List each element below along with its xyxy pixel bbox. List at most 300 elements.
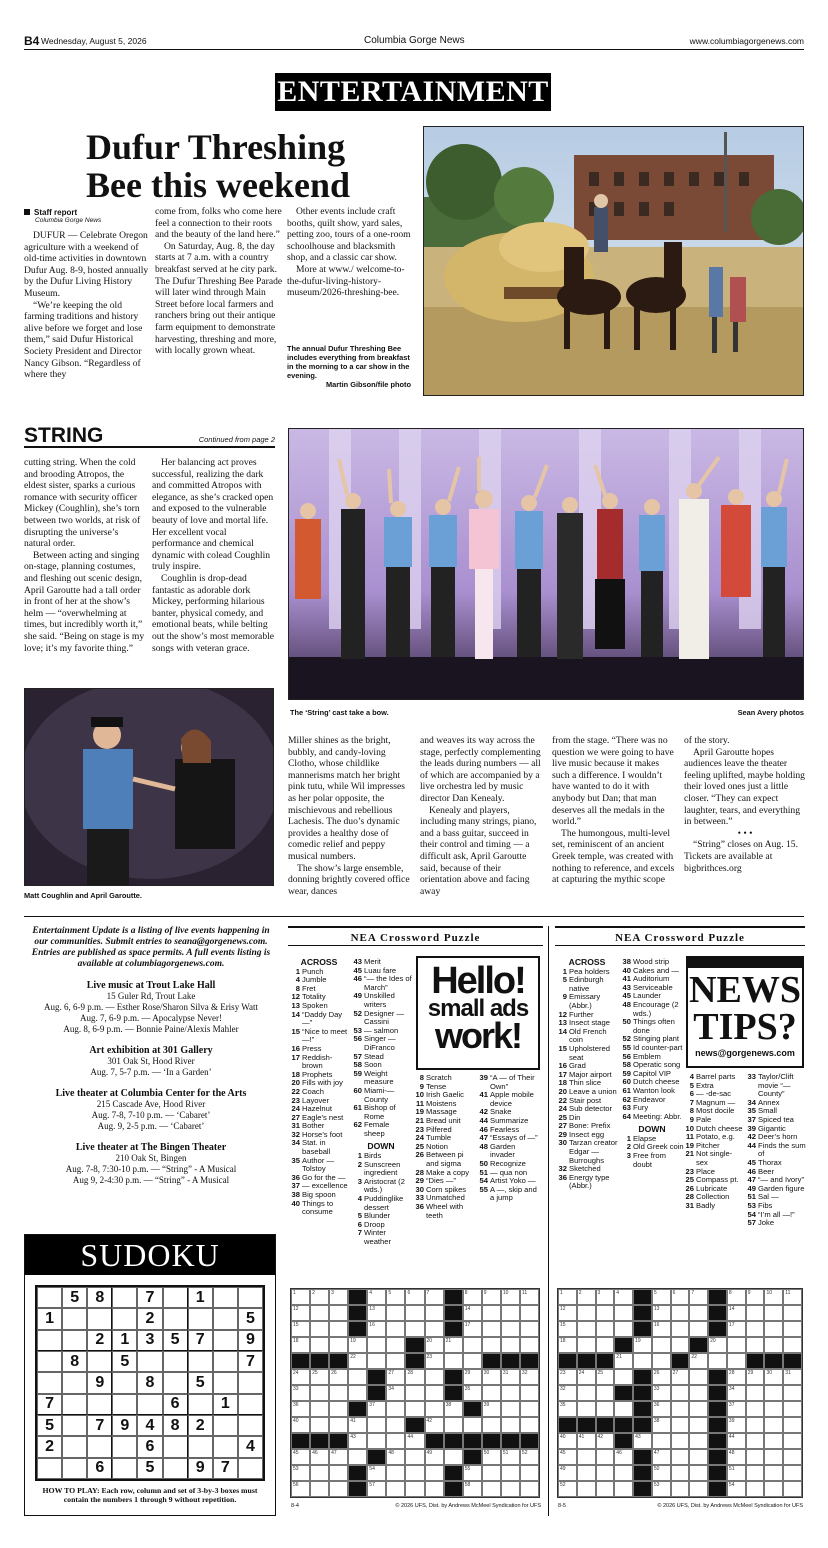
crossword-cell[interactable] <box>577 1481 596 1497</box>
crossword-cell[interactable] <box>501 1433 520 1449</box>
crossword-cell[interactable]: 8 <box>463 1289 482 1305</box>
crossword-cell[interactable] <box>367 1337 386 1353</box>
crossword-cell[interactable]: 43 <box>633 1433 652 1449</box>
crossword-cell[interactable] <box>329 1305 348 1321</box>
crossword-cell[interactable]: 46 <box>614 1449 633 1465</box>
crossword-cell[interactable] <box>764 1321 783 1337</box>
crossword-cell[interactable]: 12 <box>291 1305 310 1321</box>
crossword-cell[interactable] <box>463 1433 482 1449</box>
crossword-cell[interactable]: 42 <box>425 1417 444 1433</box>
crossword-cell[interactable] <box>444 1433 463 1449</box>
crossword-cell[interactable] <box>348 1385 367 1401</box>
crossword-cell[interactable] <box>727 1353 746 1369</box>
crossword-cell[interactable]: 3 <box>596 1289 615 1305</box>
crossword-cell[interactable] <box>746 1321 765 1337</box>
crossword-cell[interactable] <box>405 1401 424 1417</box>
crossword-cell[interactable] <box>764 1353 783 1369</box>
crossword-cell[interactable] <box>708 1417 727 1433</box>
crossword-cell[interactable]: 53 <box>291 1465 310 1481</box>
crossword-cell[interactable] <box>577 1465 596 1481</box>
crossword-cell[interactable] <box>764 1385 783 1401</box>
crossword-cell[interactable] <box>425 1305 444 1321</box>
crossword-cell[interactable] <box>596 1401 615 1417</box>
crossword-cell[interactable] <box>577 1449 596 1465</box>
crossword-cell[interactable] <box>425 1481 444 1497</box>
crossword-cell[interactable]: 41 <box>348 1417 367 1433</box>
crossword-cell[interactable] <box>310 1337 329 1353</box>
crossword-cell[interactable]: 22 <box>348 1353 367 1369</box>
crossword-cell[interactable] <box>310 1401 329 1417</box>
crossword-cell[interactable] <box>367 1385 386 1401</box>
crossword-cell[interactable] <box>708 1305 727 1321</box>
crossword-cell[interactable] <box>310 1417 329 1433</box>
crossword-cell[interactable]: 42 <box>596 1433 615 1449</box>
crossword-cell[interactable] <box>482 1433 501 1449</box>
crossword-cell[interactable] <box>520 1337 539 1353</box>
crossword-cell[interactable] <box>367 1433 386 1449</box>
crossword-cell[interactable] <box>501 1337 520 1353</box>
crossword-cell[interactable]: 21 <box>614 1353 633 1369</box>
crossword-cell[interactable] <box>520 1401 539 1417</box>
crossword-cell[interactable]: 44 <box>405 1433 424 1449</box>
crossword-cell[interactable]: 8 <box>727 1289 746 1305</box>
crossword-cell[interactable] <box>746 1337 765 1353</box>
crossword-cell[interactable] <box>633 1481 652 1497</box>
crossword-cell[interactable]: 18 <box>558 1337 577 1353</box>
crossword-cell[interactable] <box>746 1417 765 1433</box>
crossword-cell[interactable] <box>652 1353 671 1369</box>
crossword-cell[interactable] <box>746 1305 765 1321</box>
crossword-cell[interactable] <box>386 1465 405 1481</box>
crossword-cell[interactable] <box>596 1465 615 1481</box>
crossword-cell[interactable]: 25 <box>310 1369 329 1385</box>
crossword-cell[interactable]: 25 <box>596 1369 615 1385</box>
crossword-cell[interactable]: 23 <box>425 1353 444 1369</box>
crossword-cell[interactable] <box>783 1481 802 1497</box>
crossword-cell[interactable] <box>501 1385 520 1401</box>
crossword-cell[interactable] <box>367 1417 386 1433</box>
crossword-cell[interactable] <box>689 1433 708 1449</box>
crossword-cell[interactable] <box>577 1401 596 1417</box>
crossword-cell[interactable] <box>348 1305 367 1321</box>
crossword-cell[interactable] <box>708 1289 727 1305</box>
crossword-cell[interactable] <box>708 1481 727 1497</box>
crossword-cell[interactable] <box>708 1321 727 1337</box>
crossword-cell[interactable] <box>671 1481 690 1497</box>
crossword-cell[interactable] <box>708 1385 727 1401</box>
crossword-cell[interactable]: 7 <box>425 1289 444 1305</box>
crossword-cell[interactable] <box>746 1401 765 1417</box>
crossword-cell[interactable]: 33 <box>652 1385 671 1401</box>
crossword-cell[interactable] <box>367 1353 386 1369</box>
crossword-cell[interactable]: 43 <box>348 1433 367 1449</box>
crossword-cell[interactable] <box>671 1321 690 1337</box>
crossword-cell[interactable] <box>386 1353 405 1369</box>
crossword-cell[interactable] <box>386 1305 405 1321</box>
crossword-cell[interactable] <box>596 1305 615 1321</box>
crossword-cell[interactable]: 54 <box>367 1465 386 1481</box>
crossword-cell[interactable] <box>689 1401 708 1417</box>
crossword-cell[interactable] <box>783 1417 802 1433</box>
crossword-cell[interactable] <box>310 1433 329 1449</box>
crossword-cell[interactable]: 30 <box>482 1369 501 1385</box>
crossword-cell[interactable] <box>329 1465 348 1481</box>
crossword-cell[interactable] <box>482 1385 501 1401</box>
crossword-cell[interactable]: 26 <box>652 1369 671 1385</box>
crossword-cell[interactable] <box>689 1321 708 1337</box>
crossword-cell[interactable] <box>501 1401 520 1417</box>
crossword-cell[interactable]: 1 <box>291 1289 310 1305</box>
crossword-cell[interactable] <box>783 1305 802 1321</box>
crossword-cell[interactable]: 28 <box>727 1369 746 1385</box>
crossword-cell[interactable] <box>386 1321 405 1337</box>
crossword-cell[interactable]: 31 <box>783 1369 802 1385</box>
crossword-cell[interactable] <box>520 1353 539 1369</box>
crossword-cell[interactable] <box>596 1385 615 1401</box>
crossword-cell[interactable] <box>596 1353 615 1369</box>
crossword-cell[interactable] <box>689 1417 708 1433</box>
crossword-cell[interactable]: 56 <box>291 1481 310 1497</box>
crossword-cell[interactable] <box>596 1449 615 1465</box>
crossword-cell[interactable] <box>633 1369 652 1385</box>
crossword-cell[interactable]: 47 <box>652 1449 671 1465</box>
crossword-cell[interactable] <box>348 1401 367 1417</box>
crossword-cell[interactable] <box>746 1353 765 1369</box>
crossword-cell[interactable]: 32 <box>558 1385 577 1401</box>
crossword-cell[interactable] <box>764 1401 783 1417</box>
crossword-cell[interactable] <box>614 1369 633 1385</box>
crossword-cell[interactable] <box>577 1337 596 1353</box>
crossword-cell[interactable] <box>463 1449 482 1465</box>
crossword-cell[interactable] <box>501 1481 520 1497</box>
crossword-cell[interactable] <box>348 1465 367 1481</box>
crossword-cell[interactable] <box>348 1289 367 1305</box>
crossword-cell[interactable] <box>671 1337 690 1353</box>
crossword-cell[interactable]: 55 <box>463 1465 482 1481</box>
crossword-cell[interactable] <box>596 1337 615 1353</box>
crossword-cell[interactable] <box>689 1369 708 1385</box>
crossword-cell[interactable] <box>708 1369 727 1385</box>
crossword-cell[interactable]: 31 <box>501 1369 520 1385</box>
crossword-cell[interactable] <box>444 1305 463 1321</box>
crossword-cell[interactable]: 20 <box>425 1337 444 1353</box>
crossword-cell[interactable]: 57 <box>367 1481 386 1497</box>
crossword-cell[interactable]: 51 <box>501 1449 520 1465</box>
crossword-cell[interactable] <box>689 1481 708 1497</box>
crossword-cell[interactable] <box>764 1417 783 1433</box>
crossword-cell[interactable] <box>329 1401 348 1417</box>
crossword-cell[interactable] <box>596 1321 615 1337</box>
crossword-cell[interactable]: 41 <box>577 1433 596 1449</box>
crossword-cell[interactable] <box>520 1417 539 1433</box>
crossword-cell[interactable] <box>405 1305 424 1321</box>
crossword-cell[interactable]: 24 <box>291 1369 310 1385</box>
crossword-cell[interactable]: 19 <box>348 1337 367 1353</box>
crossword-cell[interactable] <box>444 1353 463 1369</box>
crossword-cell[interactable] <box>463 1353 482 1369</box>
crossword-cell[interactable] <box>577 1353 596 1369</box>
crossword-cell[interactable]: 27 <box>386 1369 405 1385</box>
crossword-cell[interactable] <box>348 1321 367 1337</box>
crossword-cell[interactable]: 39 <box>727 1417 746 1433</box>
crossword-cell[interactable] <box>633 1321 652 1337</box>
crossword-cell[interactable] <box>310 1385 329 1401</box>
crossword-cell[interactable] <box>405 1465 424 1481</box>
crossword-cell[interactable] <box>633 1385 652 1401</box>
crossword-cell[interactable] <box>520 1433 539 1449</box>
crossword-cell[interactable]: 7 <box>689 1289 708 1305</box>
crossword-cell[interactable] <box>558 1353 577 1369</box>
crossword-cell[interactable] <box>425 1321 444 1337</box>
crossword-cell[interactable] <box>764 1305 783 1321</box>
crossword-cell[interactable] <box>671 1305 690 1321</box>
crossword-cell[interactable]: 11 <box>783 1289 802 1305</box>
crossword-cell[interactable] <box>783 1385 802 1401</box>
crossword-cell[interactable] <box>520 1305 539 1321</box>
crossword-cell[interactable]: 38 <box>444 1401 463 1417</box>
crossword-cell[interactable]: 34 <box>727 1385 746 1401</box>
crossword-cell[interactable] <box>386 1481 405 1497</box>
crossword-cell[interactable]: 40 <box>558 1433 577 1449</box>
crossword-cell[interactable]: 3 <box>329 1289 348 1305</box>
crossword-cell[interactable] <box>310 1481 329 1497</box>
crossword-cell[interactable] <box>689 1449 708 1465</box>
crossword-cell[interactable] <box>614 1337 633 1353</box>
crossword-cell[interactable]: 15 <box>558 1321 577 1337</box>
crossword-cell[interactable] <box>501 1353 520 1369</box>
crossword-cell[interactable] <box>482 1465 501 1481</box>
crossword-cell[interactable] <box>671 1417 690 1433</box>
crossword-cell[interactable] <box>348 1449 367 1465</box>
crossword-cell[interactable]: 16 <box>652 1321 671 1337</box>
crossword-cell[interactable] <box>614 1385 633 1401</box>
crossword-cell[interactable]: 44 <box>727 1433 746 1449</box>
crossword-cell[interactable]: 15 <box>291 1321 310 1337</box>
crossword-cell[interactable]: 19 <box>633 1337 652 1353</box>
crossword-cell[interactable] <box>482 1321 501 1337</box>
crossword-cell[interactable] <box>482 1337 501 1353</box>
crossword-cell[interactable] <box>708 1353 727 1369</box>
crossword-cell[interactable]: 46 <box>310 1449 329 1465</box>
crossword-cell[interactable]: 40 <box>291 1417 310 1433</box>
crossword-cell[interactable] <box>444 1289 463 1305</box>
crossword-cell[interactable]: 5 <box>386 1289 405 1305</box>
crossword-cell[interactable]: 32 <box>520 1369 539 1385</box>
crossword-cell[interactable] <box>783 1449 802 1465</box>
crossword-cell[interactable]: 35 <box>463 1385 482 1401</box>
crossword-cell[interactable]: 17 <box>463 1321 482 1337</box>
crossword-cell[interactable] <box>614 1417 633 1433</box>
crossword-cell[interactable]: 16 <box>367 1321 386 1337</box>
crossword-cell[interactable] <box>652 1337 671 1353</box>
crossword-cell[interactable] <box>633 1449 652 1465</box>
crossword-cell[interactable]: 9 <box>746 1289 765 1305</box>
crossword-cell[interactable]: 49 <box>558 1465 577 1481</box>
crossword-cell[interactable] <box>329 1481 348 1497</box>
crossword-cell[interactable]: 9 <box>482 1289 501 1305</box>
crossword-cell[interactable] <box>671 1465 690 1481</box>
crossword-cell[interactable] <box>444 1465 463 1481</box>
crossword-cell[interactable] <box>444 1449 463 1465</box>
crossword-cell[interactable]: 18 <box>291 1337 310 1353</box>
crossword-cell[interactable]: 2 <box>577 1289 596 1305</box>
crossword-cell[interactable]: 14 <box>463 1305 482 1321</box>
crossword-cell[interactable] <box>444 1385 463 1401</box>
crossword-cell[interactable] <box>671 1401 690 1417</box>
crossword-cell[interactable] <box>329 1433 348 1449</box>
crossword-cell[interactable]: 12 <box>558 1305 577 1321</box>
crossword-cell[interactable] <box>764 1449 783 1465</box>
crossword-cell[interactable] <box>577 1305 596 1321</box>
crossword-cell[interactable] <box>329 1337 348 1353</box>
crossword-cell[interactable]: 1 <box>558 1289 577 1305</box>
crossword-cell[interactable] <box>463 1417 482 1433</box>
crossword-cell[interactable] <box>482 1417 501 1433</box>
crossword-cell[interactable]: 22 <box>689 1353 708 1369</box>
crossword-cell[interactable] <box>405 1337 424 1353</box>
crossword-cell[interactable]: 23 <box>558 1369 577 1385</box>
crossword-cell[interactable] <box>671 1433 690 1449</box>
crossword-cell[interactable] <box>367 1449 386 1465</box>
crossword-cell[interactable] <box>501 1465 520 1481</box>
crossword-cell[interactable]: 52 <box>520 1449 539 1465</box>
crossword-cell[interactable] <box>386 1417 405 1433</box>
crossword-cell[interactable] <box>689 1465 708 1481</box>
crossword-cell[interactable] <box>746 1433 765 1449</box>
crossword-cell[interactable] <box>291 1353 310 1369</box>
crossword-cell[interactable]: 6 <box>405 1289 424 1305</box>
crossword-cell[interactable]: 50 <box>482 1449 501 1465</box>
crossword-cell[interactable] <box>367 1369 386 1385</box>
crossword-cell[interactable] <box>405 1385 424 1401</box>
crossword-cell[interactable]: 48 <box>727 1449 746 1465</box>
crossword-cell[interactable]: 11 <box>520 1289 539 1305</box>
crossword-cell[interactable] <box>614 1433 633 1449</box>
crossword-cell[interactable] <box>520 1321 539 1337</box>
crossword-cell[interactable] <box>614 1401 633 1417</box>
crossword-cell[interactable] <box>405 1481 424 1497</box>
crossword-cell[interactable]: 37 <box>367 1401 386 1417</box>
crossword-cell[interactable] <box>501 1417 520 1433</box>
crossword-cell[interactable] <box>764 1481 783 1497</box>
crossword-cell[interactable]: 58 <box>463 1481 482 1497</box>
crossword-cell[interactable] <box>520 1481 539 1497</box>
crossword-cell[interactable]: 33 <box>291 1385 310 1401</box>
crossword-cell[interactable]: 13 <box>367 1305 386 1321</box>
crossword-cell[interactable]: 54 <box>727 1481 746 1497</box>
crossword-cell[interactable] <box>764 1465 783 1481</box>
crossword-cell[interactable] <box>310 1305 329 1321</box>
crossword-cell[interactable]: 14 <box>727 1305 746 1321</box>
crossword-cell[interactable] <box>746 1465 765 1481</box>
crossword-cell[interactable] <box>614 1305 633 1321</box>
crossword-cell[interactable] <box>783 1321 802 1337</box>
crossword-cell[interactable] <box>746 1385 765 1401</box>
crossword-cell[interactable]: 5 <box>652 1289 671 1305</box>
crossword-cell[interactable]: 10 <box>501 1289 520 1305</box>
crossword-cell[interactable] <box>633 1289 652 1305</box>
crossword-cell[interactable] <box>348 1481 367 1497</box>
crossword-cell[interactable] <box>708 1401 727 1417</box>
crossword-cell[interactable] <box>783 1433 802 1449</box>
crossword-cell[interactable] <box>501 1321 520 1337</box>
crossword-cell[interactable] <box>520 1465 539 1481</box>
crossword-cell[interactable] <box>405 1321 424 1337</box>
crossword-cell[interactable] <box>633 1465 652 1481</box>
crossword-cell[interactable] <box>463 1337 482 1353</box>
crossword-cell[interactable] <box>577 1417 596 1433</box>
crossword-cell[interactable] <box>520 1385 539 1401</box>
crossword-cell[interactable]: 39 <box>482 1401 501 1417</box>
crossword-cell[interactable]: 13 <box>652 1305 671 1321</box>
crossword-cell[interactable] <box>310 1465 329 1481</box>
crossword-cell[interactable] <box>671 1449 690 1465</box>
crossword-cell[interactable]: 10 <box>764 1289 783 1305</box>
crossword-cell[interactable]: 36 <box>652 1401 671 1417</box>
crossword-cell[interactable] <box>444 1369 463 1385</box>
crossword-cell[interactable] <box>652 1433 671 1449</box>
crossword-cell[interactable] <box>310 1321 329 1337</box>
crossword-cell[interactable]: 49 <box>425 1449 444 1465</box>
crossword-cell[interactable]: 52 <box>558 1481 577 1497</box>
crossword-cell[interactable]: 6 <box>671 1289 690 1305</box>
crossword-cell[interactable] <box>386 1337 405 1353</box>
crossword-cell[interactable]: 28 <box>405 1369 424 1385</box>
crossword-cell[interactable] <box>783 1353 802 1369</box>
crossword-cell[interactable] <box>633 1305 652 1321</box>
crossword-cell[interactable] <box>405 1449 424 1465</box>
crossword-cell[interactable] <box>501 1305 520 1321</box>
crossword-cell[interactable]: 4 <box>614 1289 633 1305</box>
crossword-cell[interactable] <box>482 1481 501 1497</box>
crossword-cell[interactable] <box>727 1337 746 1353</box>
crossword-cell[interactable] <box>764 1337 783 1353</box>
crossword-cell[interactable]: 37 <box>727 1401 746 1417</box>
crossword-cell[interactable]: 48 <box>386 1449 405 1465</box>
crossword-cell[interactable] <box>405 1417 424 1433</box>
crossword-cell[interactable] <box>708 1433 727 1449</box>
crossword-cell[interactable]: 29 <box>463 1369 482 1385</box>
crossword-cell[interactable]: 51 <box>727 1465 746 1481</box>
crossword-cell[interactable] <box>671 1353 690 1369</box>
crossword-cell[interactable] <box>329 1385 348 1401</box>
crossword-cell[interactable]: 26 <box>329 1369 348 1385</box>
crossword-cell[interactable] <box>783 1465 802 1481</box>
crossword-cell[interactable] <box>746 1481 765 1497</box>
crossword-cell[interactable] <box>689 1337 708 1353</box>
crossword-cell[interactable] <box>425 1465 444 1481</box>
crossword-cell[interactable] <box>329 1417 348 1433</box>
crossword-cell[interactable] <box>558 1417 577 1433</box>
crossword-cell[interactable] <box>329 1353 348 1369</box>
crossword-cell[interactable] <box>708 1449 727 1465</box>
crossword-cell[interactable]: 36 <box>291 1401 310 1417</box>
crossword-cell[interactable] <box>463 1401 482 1417</box>
crossword-cell[interactable] <box>386 1401 405 1417</box>
crossword-cell[interactable]: 47 <box>329 1449 348 1465</box>
crossword-cell[interactable]: 45 <box>291 1449 310 1465</box>
crossword-cell[interactable] <box>291 1433 310 1449</box>
crossword-cell[interactable] <box>482 1305 501 1321</box>
crossword-cell[interactable]: 35 <box>558 1401 577 1417</box>
crossword-cell[interactable] <box>348 1369 367 1385</box>
crossword-cell[interactable]: 50 <box>652 1465 671 1481</box>
crossword-cell[interactable]: 34 <box>386 1385 405 1401</box>
crossword-cell[interactable] <box>405 1353 424 1369</box>
crossword-cell[interactable]: 30 <box>764 1369 783 1385</box>
crossword-cell[interactable] <box>671 1385 690 1401</box>
crossword-cell[interactable] <box>425 1433 444 1449</box>
